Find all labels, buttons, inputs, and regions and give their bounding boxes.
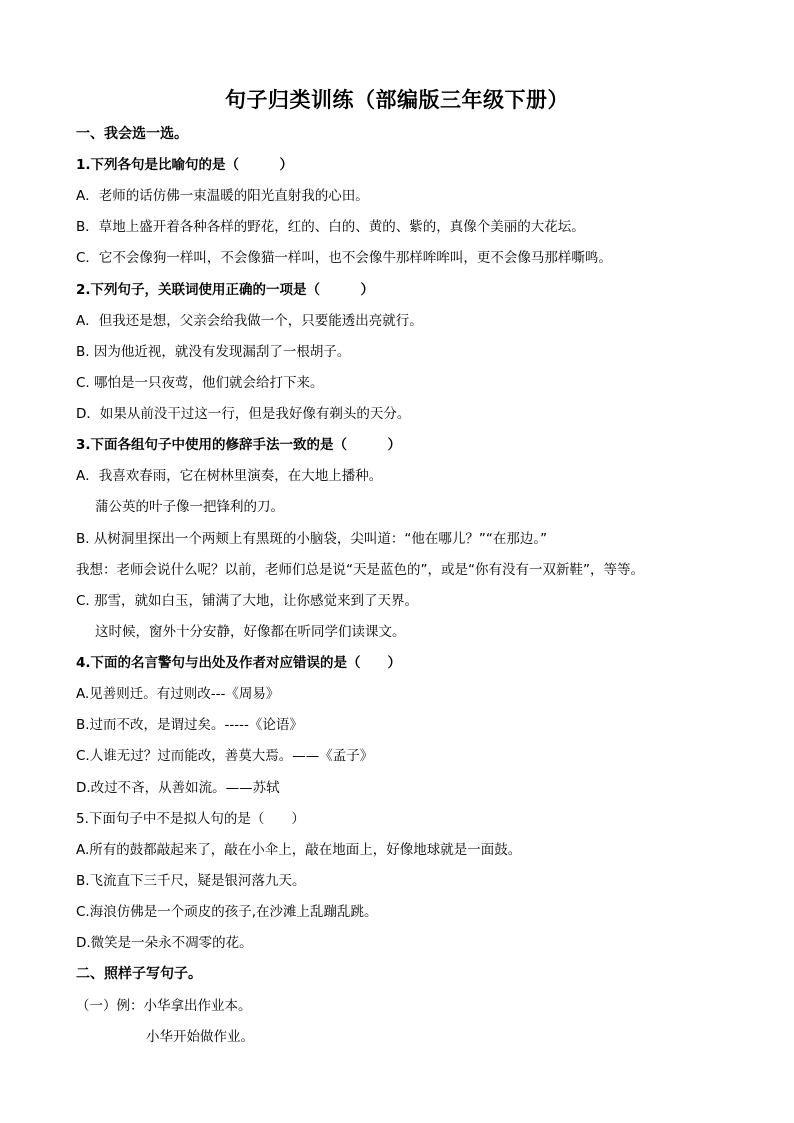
question-1-stem: 1.下列各句是比喻句的是（ ） xyxy=(76,157,294,173)
page-title: 句子归类训练（部编版三年级下册） xyxy=(225,87,569,112)
question-4-option-d: D.改过不吝，从善如流。——苏轼 xyxy=(76,780,280,796)
question-4-option-c: C.人谁无过？过而能改，善莫大焉。——《孟子》 xyxy=(76,748,374,764)
question-5-option-b: B.飞流直下三千尺，疑是银河落九天。 xyxy=(76,873,306,889)
example-1-line2: 小华开始做作业。 xyxy=(146,1029,254,1045)
question-3-option-a-line2: 蒲公英的叶子像一把锋利的刀。 xyxy=(95,499,284,515)
question-3-stem: 3.下面各组句子中使用的修辞手法一致的是（ ） xyxy=(76,437,402,453)
question-5-option-c: C.海浪仿佛是一个顽皮的孩子,在沙滩上乱蹦乱跳。 xyxy=(76,904,378,920)
section-heading-2: 二、照样子写句子。 xyxy=(76,966,202,982)
question-4-option-a: A.见善则迁。有过则改---《周易》 xyxy=(76,686,280,702)
question-2-stem: 2.下列句子，关联词使用正确的一项是（ ） xyxy=(76,282,375,298)
question-4-option-b: B.过而不改，是谓过矣。-----《论语》 xyxy=(76,717,303,733)
question-5-option-a: A.所有的鼓都敲起来了，敲在小伞上，敲在地面上，好像地球就是一面鼓。 xyxy=(76,842,522,858)
question-3-option-c-line1: C. 那雪，就如白玉，铺满了大地，让你感觉来到了天界。 xyxy=(76,593,419,609)
question-3-option-b-line1: B. 从树洞里探出一个两颊上有黑斑的小脑袋，尖叫道：“他在哪儿？”“在那边。” xyxy=(76,531,548,547)
section-heading-1: 一、我会选一选。 xyxy=(76,126,188,142)
question-1-option-c: C．它不会像狗一样叫，不会像猫一样叫，也不会像牛那样哞哞叫，更不会像马那样嘶鸣。 xyxy=(76,250,612,266)
question-2-option-c: C. 哪怕是一只夜莺，他们就会给打下来。 xyxy=(76,375,324,391)
question-5-option-d: D.微笑是一朵永不凋零的花。 xyxy=(76,935,253,951)
question-2-option-b: B. 因为他近视，就没有发现漏刮了一根胡子。 xyxy=(76,344,351,360)
question-3-option-a-line1: A．我喜欢春雨，它在树林里演奏，在大地上播种。 xyxy=(76,468,383,484)
question-4-stem: 4.下面的名言警句与出处及作者对应错误的是（ ） xyxy=(76,655,402,671)
question-5-stem: 5.下面句子中不是拟人句的是（ ） xyxy=(76,811,305,827)
example-1-label: （一）例：小华拿出作业本。 xyxy=(76,998,252,1014)
question-3-option-b-line2: 我想：老师会说什么呢？以前，老师们总是说“天是蓝色的”，或是“你有没有一双新鞋”，等等。 xyxy=(76,562,644,578)
question-2-option-a: A．但我还是想，父亲会给我做一个，只要能透出亮就行。 xyxy=(76,313,423,329)
question-2-option-d: D．如果从前没干过这一行，但是我好像有剃头的天分。 xyxy=(76,406,411,422)
question-3-option-c-line2: 这时候，窗外十分安静，好像都在听同学们读课文。 xyxy=(95,624,406,640)
question-1-option-a: A．老师的话仿佛一束温暖的阳光直射我的心田。 xyxy=(76,188,369,204)
question-1-option-b: B．草地上盛开着各种各样的野花，红的、白的、黄的、紫的，真像个美丽的大花坛。 xyxy=(76,219,585,235)
